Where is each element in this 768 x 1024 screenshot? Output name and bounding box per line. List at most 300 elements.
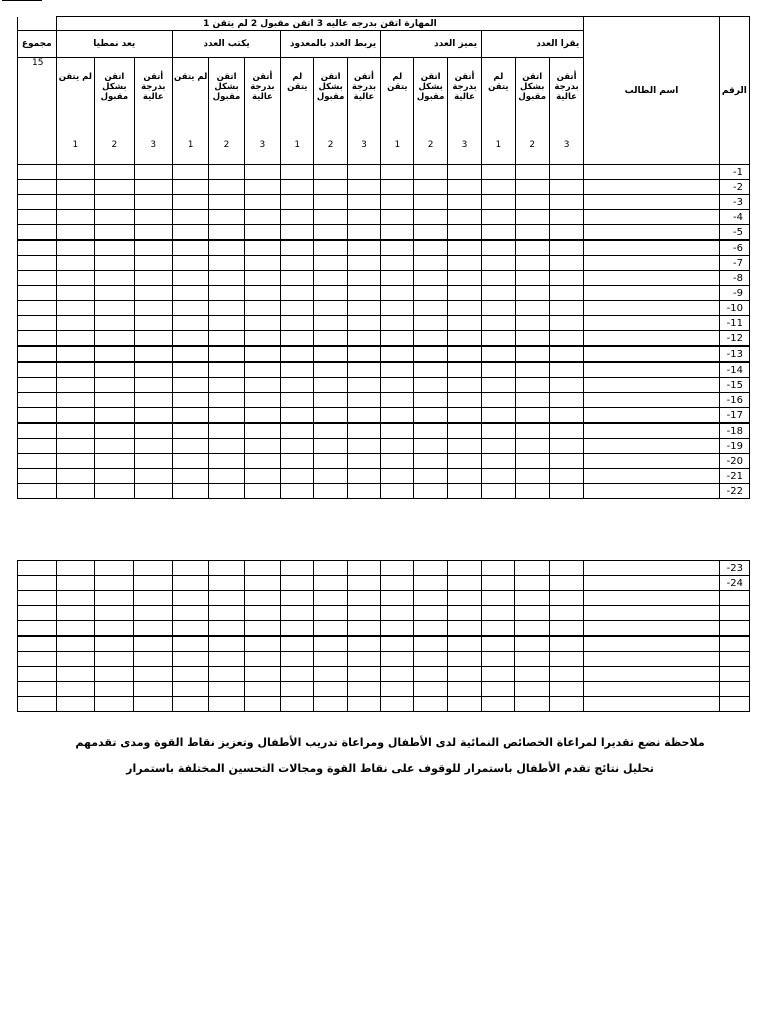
score-cell[interactable] [56, 682, 94, 697]
score-cell[interactable] [515, 682, 549, 697]
score-cell[interactable] [347, 316, 380, 331]
score-cell[interactable] [549, 165, 583, 180]
student-name-cell[interactable] [584, 286, 719, 301]
score-cell[interactable] [172, 210, 208, 225]
score-cell[interactable] [381, 469, 414, 484]
score-cell[interactable] [414, 636, 447, 652]
score-cell[interactable] [95, 240, 134, 256]
score-cell[interactable] [314, 667, 347, 682]
score-cell[interactable] [172, 606, 208, 621]
score-cell[interactable] [515, 667, 549, 682]
score-cell[interactable] [482, 576, 515, 591]
score-cell[interactable] [447, 301, 481, 316]
score-cell[interactable] [56, 393, 95, 408]
score-cell[interactable] [482, 469, 515, 484]
score-cell[interactable] [244, 225, 280, 241]
score-cell[interactable] [347, 484, 380, 499]
score-cell[interactable] [134, 408, 172, 424]
student-name-cell[interactable] [584, 408, 719, 424]
score-cell[interactable] [56, 286, 95, 301]
score-cell[interactable] [381, 484, 414, 499]
score-cell[interactable] [414, 621, 447, 637]
score-cell[interactable] [56, 362, 95, 378]
score-cell[interactable] [347, 240, 380, 256]
score-cell[interactable] [280, 682, 313, 697]
score-cell[interactable] [244, 393, 280, 408]
score-cell[interactable] [244, 652, 280, 667]
score-cell[interactable] [381, 576, 414, 591]
score-cell[interactable] [56, 591, 94, 606]
score-cell[interactable] [18, 408, 57, 424]
score-cell[interactable] [244, 469, 280, 484]
score-cell[interactable] [134, 667, 172, 682]
score-cell[interactable] [515, 346, 549, 362]
score-cell[interactable] [549, 210, 583, 225]
score-cell[interactable] [549, 408, 583, 424]
score-cell[interactable] [347, 301, 380, 316]
score-cell[interactable] [347, 469, 380, 484]
score-cell[interactable] [515, 606, 549, 621]
score-cell[interactable] [515, 393, 549, 408]
score-cell[interactable] [244, 697, 280, 712]
score-cell[interactable] [209, 210, 244, 225]
score-cell[interactable] [172, 469, 208, 484]
student-name-cell[interactable] [584, 346, 719, 362]
student-name-cell[interactable] [584, 225, 719, 241]
score-cell[interactable] [56, 606, 94, 621]
score-cell[interactable] [172, 165, 208, 180]
score-cell[interactable] [414, 165, 447, 180]
score-cell[interactable] [447, 439, 481, 454]
student-name-cell[interactable] [584, 576, 719, 591]
score-cell[interactable] [244, 439, 280, 454]
score-cell[interactable] [414, 697, 447, 712]
score-cell[interactable] [56, 165, 95, 180]
score-cell[interactable] [414, 271, 447, 286]
score-cell[interactable] [172, 346, 208, 362]
score-cell[interactable] [94, 606, 133, 621]
student-name-cell[interactable] [584, 271, 719, 286]
score-cell[interactable] [281, 362, 314, 378]
score-cell[interactable] [414, 286, 447, 301]
score-cell[interactable] [414, 393, 447, 408]
score-cell[interactable] [347, 621, 380, 637]
score-cell[interactable] [172, 591, 208, 606]
score-cell[interactable] [134, 362, 172, 378]
score-cell[interactable] [172, 636, 208, 652]
score-cell[interactable] [347, 286, 380, 301]
score-cell[interactable] [549, 301, 583, 316]
score-cell[interactable] [549, 256, 583, 271]
score-cell[interactable] [515, 469, 549, 484]
score-cell[interactable] [381, 180, 414, 195]
score-cell[interactable] [414, 454, 447, 469]
score-cell[interactable] [209, 301, 244, 316]
score-cell[interactable] [549, 346, 583, 362]
score-cell[interactable] [347, 165, 380, 180]
score-cell[interactable] [18, 606, 57, 621]
score-cell[interactable] [172, 576, 208, 591]
score-cell[interactable] [280, 561, 313, 576]
score-cell[interactable] [244, 484, 280, 499]
score-cell[interactable] [515, 576, 549, 591]
score-cell[interactable] [515, 210, 549, 225]
score-cell[interactable] [56, 423, 95, 439]
score-cell[interactable] [347, 667, 380, 682]
score-cell[interactable] [447, 378, 481, 393]
score-cell[interactable] [549, 439, 583, 454]
score-cell[interactable] [18, 454, 57, 469]
score-cell[interactable] [244, 165, 280, 180]
score-cell[interactable] [95, 316, 134, 331]
score-cell[interactable] [18, 652, 57, 667]
score-cell[interactable] [172, 561, 208, 576]
score-cell[interactable] [244, 286, 280, 301]
score-cell[interactable] [56, 667, 94, 682]
score-cell[interactable] [95, 256, 134, 271]
student-name-cell[interactable] [584, 652, 719, 667]
score-cell[interactable] [549, 652, 583, 667]
score-cell[interactable] [314, 469, 347, 484]
score-cell[interactable] [482, 408, 515, 424]
score-cell[interactable] [172, 682, 208, 697]
score-cell[interactable] [381, 667, 414, 682]
score-cell[interactable] [209, 561, 244, 576]
student-name-cell[interactable] [584, 439, 719, 454]
score-cell[interactable] [549, 561, 583, 576]
score-cell[interactable] [314, 591, 347, 606]
score-cell[interactable] [209, 606, 244, 621]
score-cell[interactable] [414, 667, 447, 682]
score-cell[interactable] [381, 423, 414, 439]
score-cell[interactable] [172, 423, 208, 439]
score-cell[interactable] [314, 697, 347, 712]
score-cell[interactable] [515, 362, 549, 378]
score-cell[interactable] [414, 195, 447, 210]
score-cell[interactable] [515, 636, 549, 652]
score-cell[interactable] [482, 484, 515, 499]
score-cell[interactable] [244, 180, 280, 195]
score-cell[interactable] [515, 331, 549, 347]
score-cell[interactable] [414, 180, 447, 195]
score-cell[interactable] [314, 346, 347, 362]
score-cell[interactable] [172, 378, 208, 393]
student-name-cell[interactable] [584, 484, 719, 499]
score-cell[interactable] [209, 331, 244, 347]
score-cell[interactable] [209, 271, 244, 286]
score-cell[interactable] [281, 378, 314, 393]
score-cell[interactable] [209, 240, 244, 256]
score-cell[interactable] [414, 346, 447, 362]
score-cell[interactable] [347, 561, 380, 576]
score-cell[interactable] [134, 165, 172, 180]
score-cell[interactable] [381, 286, 414, 301]
score-cell[interactable] [281, 225, 314, 241]
score-cell[interactable] [447, 165, 481, 180]
score-cell[interactable] [134, 210, 172, 225]
score-cell[interactable] [56, 469, 95, 484]
score-cell[interactable] [134, 378, 172, 393]
score-cell[interactable] [209, 423, 244, 439]
score-cell[interactable] [134, 423, 172, 439]
score-cell[interactable] [281, 346, 314, 362]
student-name-cell[interactable] [584, 667, 719, 682]
score-cell[interactable] [347, 408, 380, 424]
score-cell[interactable] [209, 652, 244, 667]
score-cell[interactable] [18, 240, 57, 256]
score-cell[interactable] [244, 362, 280, 378]
score-cell[interactable] [381, 362, 414, 378]
score-cell[interactable] [515, 225, 549, 241]
score-cell[interactable] [209, 484, 244, 499]
score-cell[interactable] [94, 697, 133, 712]
score-cell[interactable] [281, 454, 314, 469]
score-cell[interactable] [515, 652, 549, 667]
score-cell[interactable] [281, 408, 314, 424]
score-cell[interactable] [209, 165, 244, 180]
score-cell[interactable] [172, 454, 208, 469]
score-cell[interactable] [381, 331, 414, 347]
student-name-cell[interactable] [584, 165, 719, 180]
score-cell[interactable] [482, 301, 515, 316]
score-cell[interactable] [347, 454, 380, 469]
score-cell[interactable] [209, 180, 244, 195]
score-cell[interactable] [347, 636, 380, 652]
score-cell[interactable] [549, 469, 583, 484]
score-cell[interactable] [314, 362, 347, 378]
score-cell[interactable] [172, 180, 208, 195]
score-cell[interactable] [414, 423, 447, 439]
score-cell[interactable] [134, 346, 172, 362]
score-cell[interactable] [381, 165, 414, 180]
score-cell[interactable] [281, 439, 314, 454]
score-cell[interactable] [314, 225, 347, 241]
score-cell[interactable] [172, 240, 208, 256]
score-cell[interactable] [447, 454, 481, 469]
score-cell[interactable] [56, 561, 94, 576]
score-cell[interactable] [244, 682, 280, 697]
score-cell[interactable] [549, 697, 583, 712]
score-cell[interactable] [347, 682, 380, 697]
score-cell[interactable] [314, 378, 347, 393]
score-cell[interactable] [281, 423, 314, 439]
score-cell[interactable] [515, 408, 549, 424]
score-cell[interactable] [347, 652, 380, 667]
student-name-cell[interactable] [584, 393, 719, 408]
score-cell[interactable] [209, 393, 244, 408]
score-cell[interactable] [244, 636, 280, 652]
score-cell[interactable] [347, 423, 380, 439]
score-cell[interactable] [244, 423, 280, 439]
score-cell[interactable] [134, 301, 172, 316]
score-cell[interactable] [347, 210, 380, 225]
score-cell[interactable] [381, 454, 414, 469]
score-cell[interactable] [281, 165, 314, 180]
score-cell[interactable] [314, 484, 347, 499]
score-cell[interactable] [56, 346, 95, 362]
score-cell[interactable] [134, 621, 172, 637]
score-cell[interactable] [447, 316, 481, 331]
score-cell[interactable] [18, 591, 57, 606]
score-cell[interactable] [447, 561, 481, 576]
score-cell[interactable] [314, 393, 347, 408]
score-cell[interactable] [549, 484, 583, 499]
score-cell[interactable] [347, 195, 380, 210]
score-cell[interactable] [134, 316, 172, 331]
score-cell[interactable] [347, 362, 380, 378]
score-cell[interactable] [18, 195, 57, 210]
score-cell[interactable] [134, 180, 172, 195]
student-name-cell[interactable] [584, 591, 719, 606]
score-cell[interactable] [515, 697, 549, 712]
score-cell[interactable] [281, 195, 314, 210]
score-cell[interactable] [244, 271, 280, 286]
score-cell[interactable] [549, 225, 583, 241]
score-cell[interactable] [244, 667, 280, 682]
score-cell[interactable] [549, 636, 583, 652]
score-cell[interactable] [447, 667, 481, 682]
score-cell[interactable] [172, 256, 208, 271]
score-cell[interactable] [414, 408, 447, 424]
score-cell[interactable] [244, 346, 280, 362]
score-cell[interactable] [280, 667, 313, 682]
score-cell[interactable] [414, 378, 447, 393]
score-cell[interactable] [549, 393, 583, 408]
score-cell[interactable] [314, 271, 347, 286]
student-name-cell[interactable] [584, 331, 719, 347]
score-cell[interactable] [314, 210, 347, 225]
score-cell[interactable] [414, 331, 447, 347]
score-cell[interactable] [447, 180, 481, 195]
student-name-cell[interactable] [584, 256, 719, 271]
score-cell[interactable] [381, 652, 414, 667]
score-cell[interactable] [244, 576, 280, 591]
score-cell[interactable] [381, 682, 414, 697]
score-cell[interactable] [172, 316, 208, 331]
score-cell[interactable] [18, 667, 57, 682]
score-cell[interactable] [515, 271, 549, 286]
score-cell[interactable] [347, 576, 380, 591]
student-name-cell[interactable] [584, 606, 719, 621]
score-cell[interactable] [515, 240, 549, 256]
score-cell[interactable] [18, 682, 57, 697]
score-cell[interactable] [56, 210, 95, 225]
score-cell[interactable] [482, 225, 515, 241]
score-cell[interactable] [18, 225, 57, 241]
score-cell[interactable] [18, 697, 57, 712]
score-cell[interactable] [18, 286, 57, 301]
score-cell[interactable] [281, 331, 314, 347]
score-cell[interactable] [381, 210, 414, 225]
score-cell[interactable] [482, 667, 515, 682]
score-cell[interactable] [381, 346, 414, 362]
score-cell[interactable] [172, 697, 208, 712]
score-cell[interactable] [314, 652, 347, 667]
score-cell[interactable] [482, 271, 515, 286]
score-cell[interactable] [244, 606, 280, 621]
score-cell[interactable] [244, 621, 280, 637]
score-cell[interactable] [482, 606, 515, 621]
score-cell[interactable] [482, 362, 515, 378]
score-cell[interactable] [134, 636, 172, 652]
score-cell[interactable] [94, 682, 133, 697]
score-cell[interactable] [244, 378, 280, 393]
score-cell[interactable] [281, 484, 314, 499]
score-cell[interactable] [56, 484, 95, 499]
score-cell[interactable] [414, 362, 447, 378]
score-cell[interactable] [515, 561, 549, 576]
score-cell[interactable] [172, 331, 208, 347]
score-cell[interactable] [95, 362, 134, 378]
score-cell[interactable] [281, 469, 314, 484]
score-cell[interactable] [18, 576, 57, 591]
score-cell[interactable] [447, 636, 481, 652]
score-cell[interactable] [134, 439, 172, 454]
score-cell[interactable] [482, 180, 515, 195]
score-cell[interactable] [281, 256, 314, 271]
score-cell[interactable] [95, 301, 134, 316]
score-cell[interactable] [94, 621, 133, 637]
score-cell[interactable] [347, 393, 380, 408]
score-cell[interactable] [447, 240, 481, 256]
score-cell[interactable] [414, 576, 447, 591]
score-cell[interactable] [56, 697, 94, 712]
score-cell[interactable] [172, 408, 208, 424]
score-cell[interactable] [244, 256, 280, 271]
score-cell[interactable] [209, 378, 244, 393]
score-cell[interactable] [549, 240, 583, 256]
score-cell[interactable] [381, 636, 414, 652]
score-cell[interactable] [515, 286, 549, 301]
score-cell[interactable] [314, 316, 347, 331]
score-cell[interactable] [56, 271, 95, 286]
score-cell[interactable] [314, 286, 347, 301]
score-cell[interactable] [549, 362, 583, 378]
score-cell[interactable] [515, 378, 549, 393]
score-cell[interactable] [347, 331, 380, 347]
score-cell[interactable] [209, 682, 244, 697]
score-cell[interactable] [95, 195, 134, 210]
score-cell[interactable] [18, 484, 57, 499]
score-cell[interactable] [134, 576, 172, 591]
student-name-cell[interactable] [584, 469, 719, 484]
score-cell[interactable] [482, 256, 515, 271]
score-cell[interactable] [314, 240, 347, 256]
score-cell[interactable] [209, 439, 244, 454]
score-cell[interactable] [172, 225, 208, 241]
score-cell[interactable] [381, 225, 414, 241]
score-cell[interactable] [447, 393, 481, 408]
score-cell[interactable] [482, 697, 515, 712]
score-cell[interactable] [381, 301, 414, 316]
score-cell[interactable] [447, 210, 481, 225]
student-name-cell[interactable] [584, 180, 719, 195]
score-cell[interactable] [447, 697, 481, 712]
score-cell[interactable] [447, 225, 481, 241]
score-cell[interactable] [381, 271, 414, 286]
score-cell[interactable] [56, 652, 94, 667]
score-cell[interactable] [549, 271, 583, 286]
score-cell[interactable] [447, 331, 481, 347]
score-cell[interactable] [18, 180, 57, 195]
student-name-cell[interactable] [584, 210, 719, 225]
score-cell[interactable] [56, 454, 95, 469]
score-cell[interactable] [94, 667, 133, 682]
score-cell[interactable] [347, 180, 380, 195]
score-cell[interactable] [482, 240, 515, 256]
student-name-cell[interactable] [584, 240, 719, 256]
score-cell[interactable] [172, 667, 208, 682]
